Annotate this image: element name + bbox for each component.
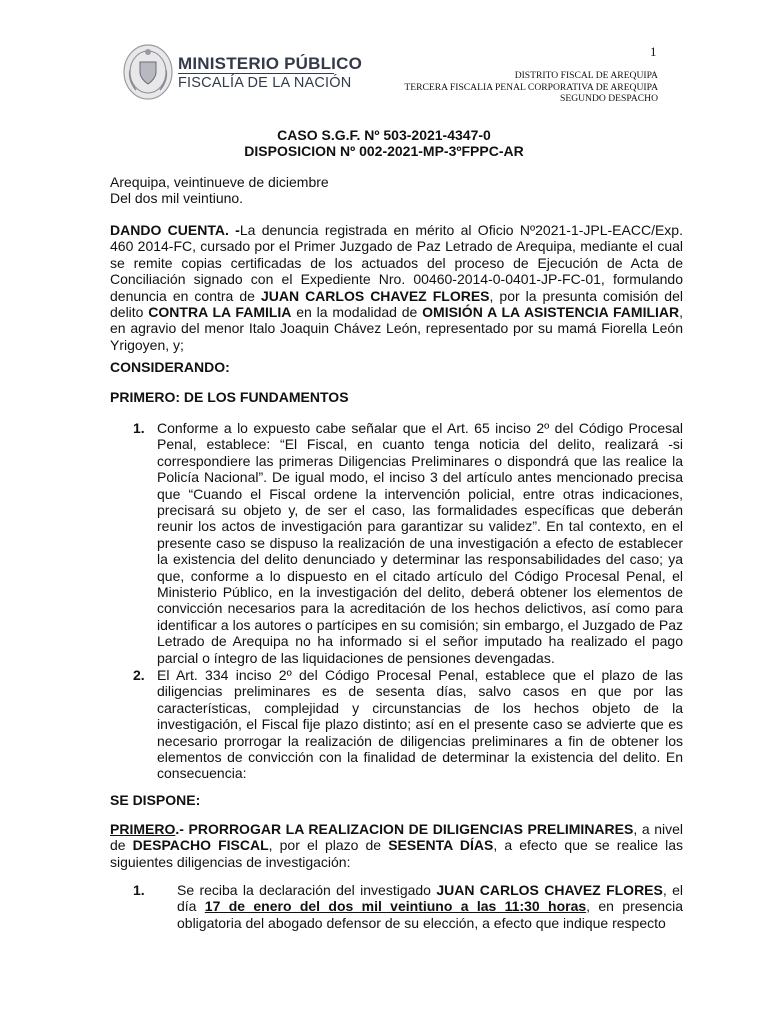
disposition-number: DISPOSICION Nº 002-2021-MP-3ºFPPC-AR [244, 143, 524, 159]
item-2-number: 2. [133, 667, 145, 683]
page-number: 1 [650, 44, 657, 59]
considerando-heading: CONSIDERANDO: [110, 359, 230, 375]
diligencia-1-text: Se reciba la declaración del investigado JUAN CARLOS CHAVEZ FLORES, el día 17 de enero del dos mil veintiuno a las 11:30 horas, en presencia obligatoria del abogado defensor de su elección, a efecto que indique respecto [177, 882, 683, 931]
se-dispone-heading: SE DISPONE: [110, 792, 201, 808]
item-1-number: 1. [133, 420, 145, 436]
dispone-primero-label: PRIMERO [110, 821, 176, 837]
item-1-text: Conforme a lo expuesto cabe señalar que el Art. 65 inciso 2º del Código Procesal Penal, establece: “El Fiscal, en cuanto tenga noticia del delito, realizará -si correspondiere las primeras Diligencias Preliminares o dispondrá que las realice la Policía Nacional”. De igual modo, el inciso 3 del artículo antes mencionado precisa que “Cuando el Fiscal ordene la intervención policial, entre otras indicaciones, precisará su objeto y, de ser el caso, las formalidades específicas que deberán reunir los actos de investigación para garantizar su validez”. En tal contexto, en el presente caso se dispuso la realización de una investigación a efecto de establecer la existencia del delito denunciado y determinar las responsabilidades del caso; ya que, conforme a lo dispuesto en el citado artículo del Código Procesal Penal, el Ministerio Público, en la investigación del delito, deberá obtener los elementos de convicción necesarios para la acreditación de los hechos delictivos, así como para identificar a los autores o partícipes en su comisión; sin embargo, el Juzgado de Paz Letrado de Arequipa no ha informado si el señor imputado ha realizado el pago parcial o íntegro de las liquidaciones de pensiones devengadas. [157, 420, 683, 666]
diligencia-1-number: 1. [133, 882, 145, 898]
logo-title: MINISTERIO PÚBLICO [178, 54, 362, 73]
district-line-3: SEGUNDO DESPACHO [560, 93, 658, 104]
dando-cuenta-paragraph: DANDO CUENTA. -La denuncia registrada en mérito al Oficio Nº2021-1-JPL-EACC/Exp. 460 2014-FC, cursado por el Primer Juzgado de Paz Letrado de Arequipa, mediante el cual se remite copias certificadas de los actuados del proceso de Ejecución de Acta de Conciliación signado con el Expediente Nro. 00460-2014-0-0401-JP-FC-01, formulando denuncia en contra de JUAN CARLOS CHAVEZ FLORES, por la presunta comisión del delito CONTRA LA FAMILIA en la modalidad de OMISIÓN A LA ASISTENCIA FAMILIAR, en agravio del menor Italo Joaquin Chávez León, representado por su mamá Fiorella León Yrigoyen, y; [110, 222, 684, 353]
district-line-1: DISTRITO FISCAL DE AREQUIPA [514, 70, 658, 81]
case-number: CASO S.G.F. Nº 503-2021-4347-0 [277, 127, 491, 143]
prorrogar-clause: .- PRORROGAR LA REALIZACION DE DILIGENCIAS PRELIMINARES [175, 821, 634, 837]
logo-subtitle: FISCALÍA DE LA NACIÓN [178, 75, 352, 91]
date-line-1: Arequipa, veintinueve de diciembre [110, 174, 329, 190]
plazo-sesenta-dias: SESENTA DÍAS [388, 837, 494, 854]
dispone-paragraph: PRIMERO.- PRORROGAR LA REALIZACION DE DILIGENCIAS PRELIMINARES, a nivel de DESPACHO FISCAL, por el plazo de SESENTA DÍAS, a efecto que se realice las siguientes diligencias de investigación: [110, 821, 684, 870]
district-line-2: TERCERA FISCALIA PENAL CORPORATIVA DE AREQUIPA [404, 81, 658, 93]
primero-heading: PRIMERO: DE LOS FUNDAMENTOS [110, 389, 349, 405]
date-line-2: Del dos mil veintiuno. [110, 190, 244, 206]
district-header [404, 70, 658, 105]
crime-modality: OMISIÓN A LA ASISTENCIA FAMILIAR [422, 304, 680, 321]
accused-name: JUAN CARLOS CHAVEZ FLORES [260, 287, 490, 304]
despacho-fiscal: DESPACHO FISCAL [132, 837, 269, 854]
hearing-date: 17 de enero del dos mil veintiuno a las 11:30 horas [204, 898, 587, 915]
crime-type: CONTRA LA FAMILIA [148, 304, 292, 321]
item-2-text: El Art. 334 inciso 2º del Código Procesal Penal, establece que el plazo de las diligencias preliminares es de sesenta días, salvo casos en que por las características, complejidad y circunstancias de los hechos objeto de la investigación, el Fiscal fije plazo distinto; así en el presente caso se advierte que es necesario prorrogar la realización de diligencias preliminares a fin de obtener los elementos de convicción con la finalidad de determinar la existencia del delito. En consecuencia: [157, 667, 683, 782]
investigated-name: JUAN CARLOS CHAVEZ FLORES [436, 882, 663, 898]
logo-divider [178, 73, 334, 74]
dando-cuenta-label: DANDO CUENTA. - [110, 222, 240, 238]
ministerio-publico-seal-icon [122, 40, 174, 100]
